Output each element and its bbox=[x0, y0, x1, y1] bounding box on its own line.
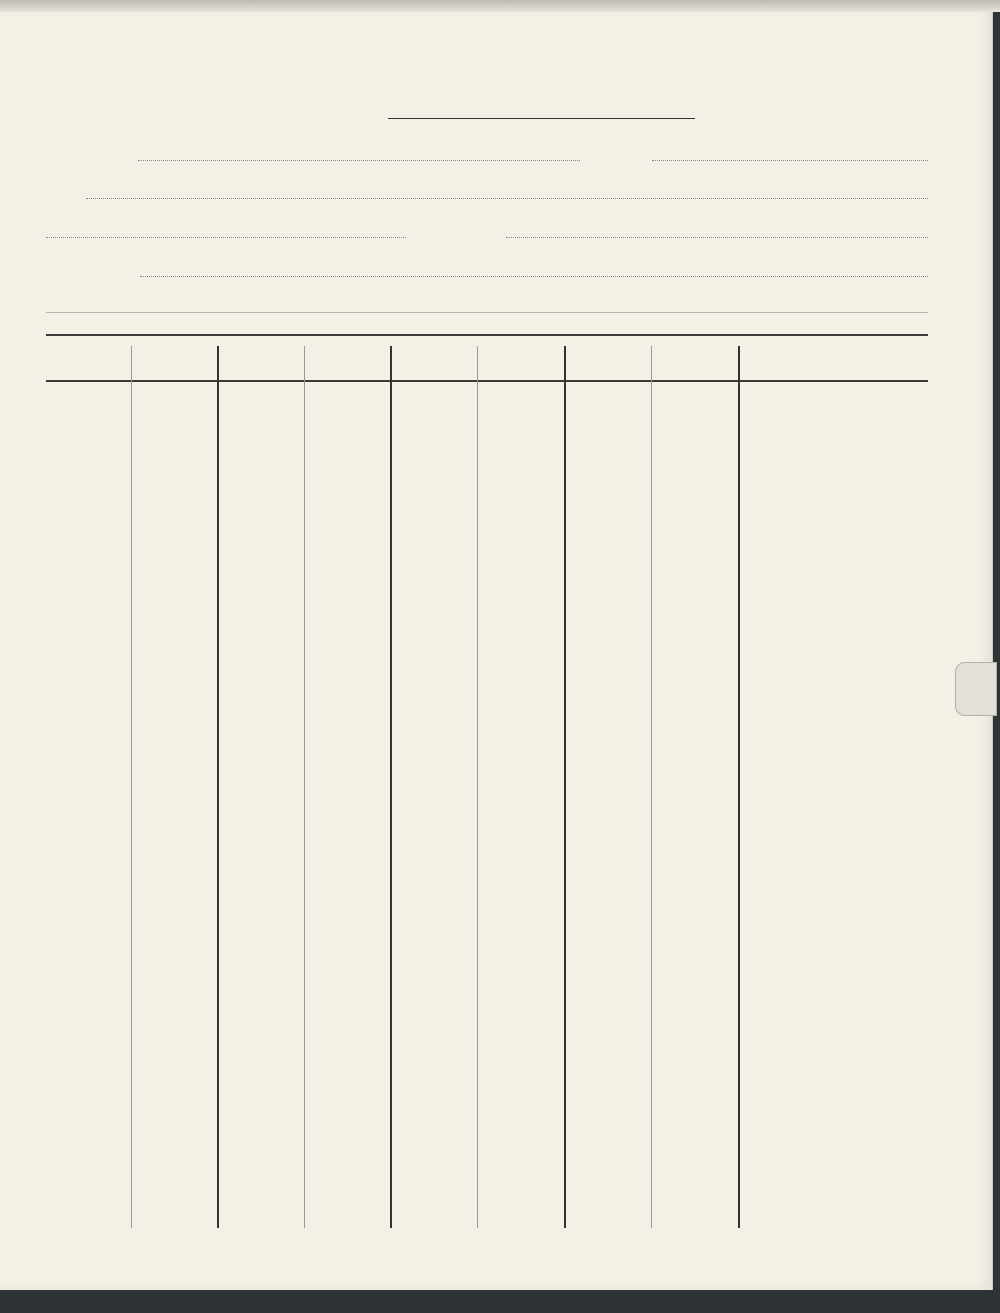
table-top-border bbox=[46, 334, 928, 336]
stich-number-underline bbox=[388, 118, 695, 119]
opus-field[interactable] bbox=[652, 160, 928, 161]
besetzung-field-line-2[interactable] bbox=[46, 312, 928, 313]
column-divider bbox=[131, 346, 132, 1228]
bleed-through-text bbox=[600, 88, 606, 112]
besetzung-field[interactable] bbox=[140, 276, 928, 277]
binder-top-edge bbox=[0, 0, 1000, 12]
binder-tab bbox=[955, 662, 997, 716]
column-divider bbox=[390, 346, 392, 1228]
column-divider bbox=[217, 346, 219, 1228]
titel-field[interactable] bbox=[86, 198, 928, 199]
table-header-border bbox=[46, 380, 928, 382]
column-divider bbox=[477, 346, 478, 1228]
ausgabe-field[interactable] bbox=[506, 237, 928, 238]
column-divider bbox=[564, 346, 566, 1228]
titel-field-line-2[interactable] bbox=[46, 237, 406, 238]
form-page bbox=[0, 8, 993, 1290]
komponist-field[interactable] bbox=[138, 160, 580, 161]
column-divider bbox=[651, 346, 652, 1228]
column-divider bbox=[304, 346, 305, 1228]
column-divider bbox=[738, 346, 740, 1228]
